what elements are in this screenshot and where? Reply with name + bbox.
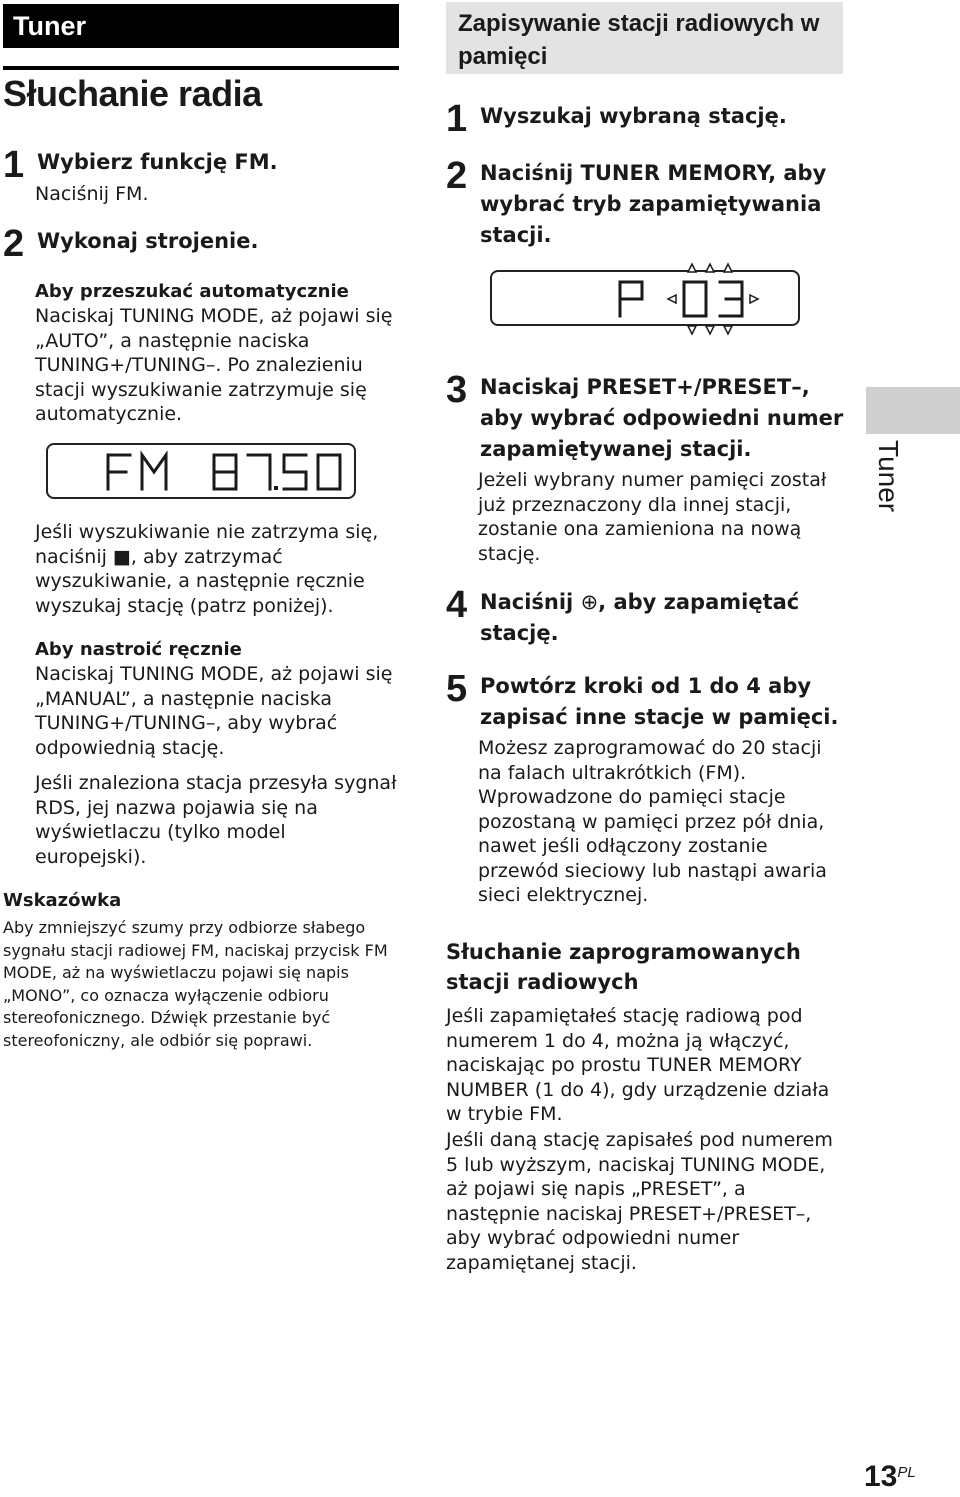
left-step-2 <box>3 225 258 263</box>
side-tab-label <box>868 440 908 540</box>
tip-text: Aby zmniejszyć szumy przy odbiorze słabego sygnału stacji radiowej FM, naciskaj przycisk FM MODE, aż na wyświetlaczu pojawi się napis „MONO”, co oznacza wyłączenie odbioru stereofonicznego. Dźwięk przestanie być stereofoniczny, ale odbiór się poprawi. <box>3 918 388 1050</box>
step-1-text: Naciśnij FM. <box>35 183 149 205</box>
step-number: 1 <box>446 98 468 140</box>
title-rule <box>3 66 399 70</box>
right-step-2 <box>446 157 846 251</box>
lcd-display-fm <box>46 443 356 499</box>
stop-search-text <box>35 520 400 618</box>
page-title: Słuchanie radia <box>3 73 262 114</box>
step-5-text: Możesz zaprogramować do 20 stacji na falach ultrakrótkich (FM). Wprowadzone do pamięci stacje pozostaną w pamięci przez pół dnia, nawet jeśli odłączony zostanie przewód sieciowy lub nastąpi awaria sieci elektrycznej. <box>478 737 827 906</box>
memory-section-heading: Zapisywanie stacji radiowych w pamięci <box>446 2 843 74</box>
right-step-1 <box>446 100 846 138</box>
right-step-5 <box>446 670 846 733</box>
tip-heading: Wskazówka <box>3 890 122 911</box>
right-step-3 <box>446 371 846 465</box>
lcd-text <box>48 497 49 498</box>
step-number: 5 <box>446 668 468 710</box>
listen-text-1: Jeśli zapamiętałeś stację radiową pod numerem 1 do 4, można ją włączyć, naciskając po prostu TUNER MEMORY NUMBER (1 do 4), gdy urządzenie działa w trybie FM. <box>446 1005 830 1125</box>
manual-tune-heading: Aby nastroić ręcznie <box>35 639 242 660</box>
side-tab-text: Tuner <box>873 440 904 513</box>
step-title: Wybierz funkcję FM. <box>37 150 278 174</box>
manual-tune-text: Naciskaj TUNING MODE, aż pojawi się „MANUAL”, a następnie naciska TUNING+/TUNING–, aby wybrać odpowiednią stację. <box>35 663 393 759</box>
step-number: 2 <box>3 223 25 265</box>
step-number: 1 <box>3 144 25 186</box>
rds-text: Jeśli znaleziona stacja przesyła sygnał RDS, jej nazwa pojawia się na wyświetlaczu (tylko model europejski). <box>35 772 397 868</box>
lcd-fm-8750-graphic <box>48 445 354 497</box>
step-title: Wyszukaj wybraną stację. <box>480 104 787 128</box>
stop-text-b: , aby zatrzymać wyszukiwanie, a następnie ręcznie wyszukaj stację (patrz poniżej). <box>35 545 365 617</box>
step-4-title-a: Naciśnij <box>480 590 581 614</box>
listen-text-2: Jeśli daną stację zapisałeś pod numerem 5 lub wyższym, naciskaj TUNING MODE, aż pojawi się napis „PRESET”, a następnie naciskaj PRESET+/PRESET–, aby wybrać odpowiedni numer zapamiętanej stacji. <box>446 1129 833 1274</box>
step-title: Wykonaj strojenie. <box>37 229 259 253</box>
step-4-title-b: , aby zapamiętać stację. <box>480 590 800 645</box>
step-title: Naciskaj PRESET+/PRESET–, aby wybrać odpowiedni numer zapamiętywanej stacji. <box>480 375 844 461</box>
stop-icon: ■ <box>112 545 131 568</box>
step-number: 4 <box>446 584 468 626</box>
step-title: Powtórz kroki od 1 do 4 aby zapisać inne stacje w pamięci. <box>480 674 839 729</box>
stop-text-a: Jeśli wyszukiwanie nie zatrzyma się, naciśnij <box>35 521 379 568</box>
step-3-text: Jeżeli wybrany numer pamięci został już przeznaczony dla innej stacji, zostanie ona zamieniona na nową stację. <box>478 469 827 565</box>
lcd-display-preset <box>490 270 800 326</box>
page-lang: PL <box>897 1464 916 1481</box>
step-number: 3 <box>446 369 468 411</box>
page-number <box>864 1460 916 1494</box>
right-step-4 <box>446 586 846 649</box>
side-tab-marker <box>866 387 960 434</box>
auto-tune-text: Naciskaj TUNING MODE, aż pojawi się „AUTO”, a następnie naciska TUNING+/TUNING–. Po znalezieniu stacji wyszukiwanie zatrzymuje się automatycznie. <box>35 305 393 425</box>
auto-tune-heading: Aby przeszukać automatycznie <box>35 281 349 302</box>
listen-presets-heading: Słuchanie zaprogramowanych stacji radiowych <box>446 940 801 994</box>
left-step-1 <box>3 146 278 184</box>
step-number: 2 <box>446 155 468 197</box>
section-bar: Tuner <box>3 4 399 48</box>
step-title: Naciśnij TUNER MEMORY, aby wybrać tryb zapamiętywania stacji. <box>480 161 827 247</box>
page-number-value: 13 <box>864 1460 898 1493</box>
lcd-text <box>492 324 493 325</box>
step-title <box>480 587 820 649</box>
enter-icon: ⊕ <box>580 590 599 614</box>
lcd-p03-graphic <box>492 272 798 324</box>
